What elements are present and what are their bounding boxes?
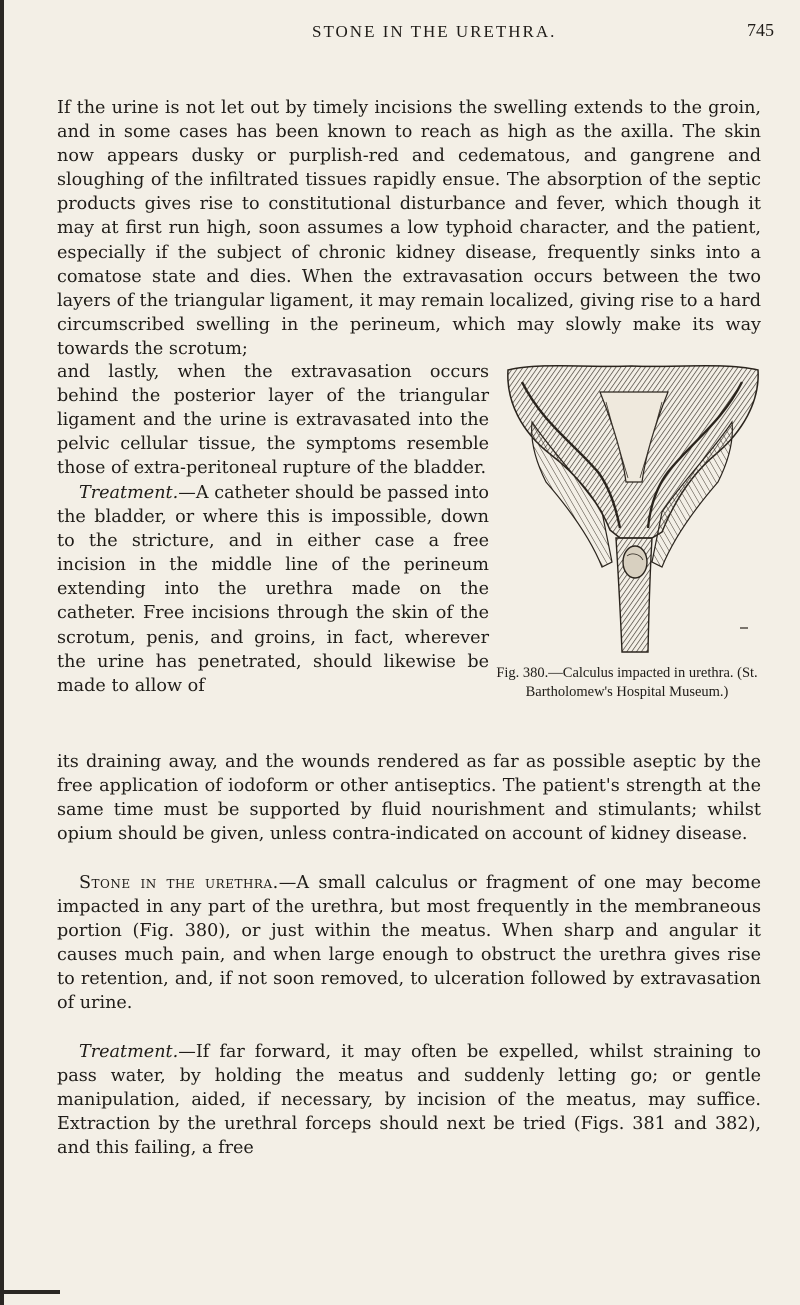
section-heading: Stone in the urethra. — [79, 873, 279, 893]
paragraph-extravasation: If the urine is not let out by timely incisions the swelling extends to the groin, and in some cases has been known to reach as high as the axilla. The skin now appears dusky or purplish-red and cedematous, and gangrene and sloughing of the infiltrated tissues rapidly ensue. The absorption of the septic products gives rise to constitutional disturbance and fever, which though it may at first run high, soon assumes a low typhoid character, and the patient, especially if the subject of chronic kidney disease, frequently sinks into a comatose state and dies. When the extravasation occurs between the two layers of the triangular ligament, it may remain localized, giving rise to a hard circumscribed swelling in the perineum, which may slowly make its way towards the scrotum; — [57, 98, 761, 359]
treatment-label: Treatment. — [79, 1042, 179, 1062]
paragraph-treatment-continued: its draining away, and the wounds rendered as far as possible aseptic by the free application of iodoform or other antiseptics. The patient's strength at the same time must be supported by fluid nourishment and stimulants; whilst opium should be given, unless contra-indicated on account of kidney disease. — [57, 752, 761, 845]
treatment-text: —A catheter should be passed into the bladder, or where this is impossible, down to the stricture, and in either case a free incision in the middle line of the perineum extending into the urethra made on the catheter. Free incisions through the skin of the scrotum, penis, and groins, in fact, wherever the urine has penetrated, should likewise be made to allow of — [57, 483, 489, 696]
paragraph-extravasation-continued: and lastly, when the extravasation occurs behind the posterior layer of the triangular ligament and the urine is extravasated into the pelvic cellular tissue, the symptoms resemble those of extra-peritoneal rupture of the bladder. — [57, 362, 489, 479]
page-number: 745 — [747, 20, 774, 40]
running-title: STONE IN THE URETHRA. — [312, 22, 557, 41]
scan-edge — [0, 1290, 60, 1294]
calculus-in-urethra-engraving — [502, 362, 762, 658]
paragraph-treatment-extravasation — [57, 481, 489, 698]
scan-edge — [0, 0, 4, 1305]
paragraph-stone-in-urethra — [57, 871, 761, 1016]
treatment-label: Treatment. — [79, 483, 179, 503]
section-text: —A small calculus or fragment of one may become impacted in any part of the urethra, but most frequently in the membraneous portion (Fig. 380), or just within the meatus. When sharp and angular it causes much pain, and when large enough to obstruct the urethra gives rise to retention, and, if not soon removed, to ulceration followed by extravasation of urine. — [57, 873, 761, 1014]
paragraph-treatment-stone — [57, 1040, 761, 1160]
figure-caption: Fig. 380.—Calculus impacted in urethra. (St. Bartholomew's Hospital Museum.) — [496, 665, 758, 700]
treatment-text: —If far forward, it may often be expelled, whilst straining to pass water, by holding the meatus and suddenly letting go; or gentle manipulation, aided, if necessary, by incision of the meatus, may suffice. Extraction by the urethral forceps should next be tried (Figs. 381 and 382), and this failing, a free — [57, 1042, 761, 1159]
